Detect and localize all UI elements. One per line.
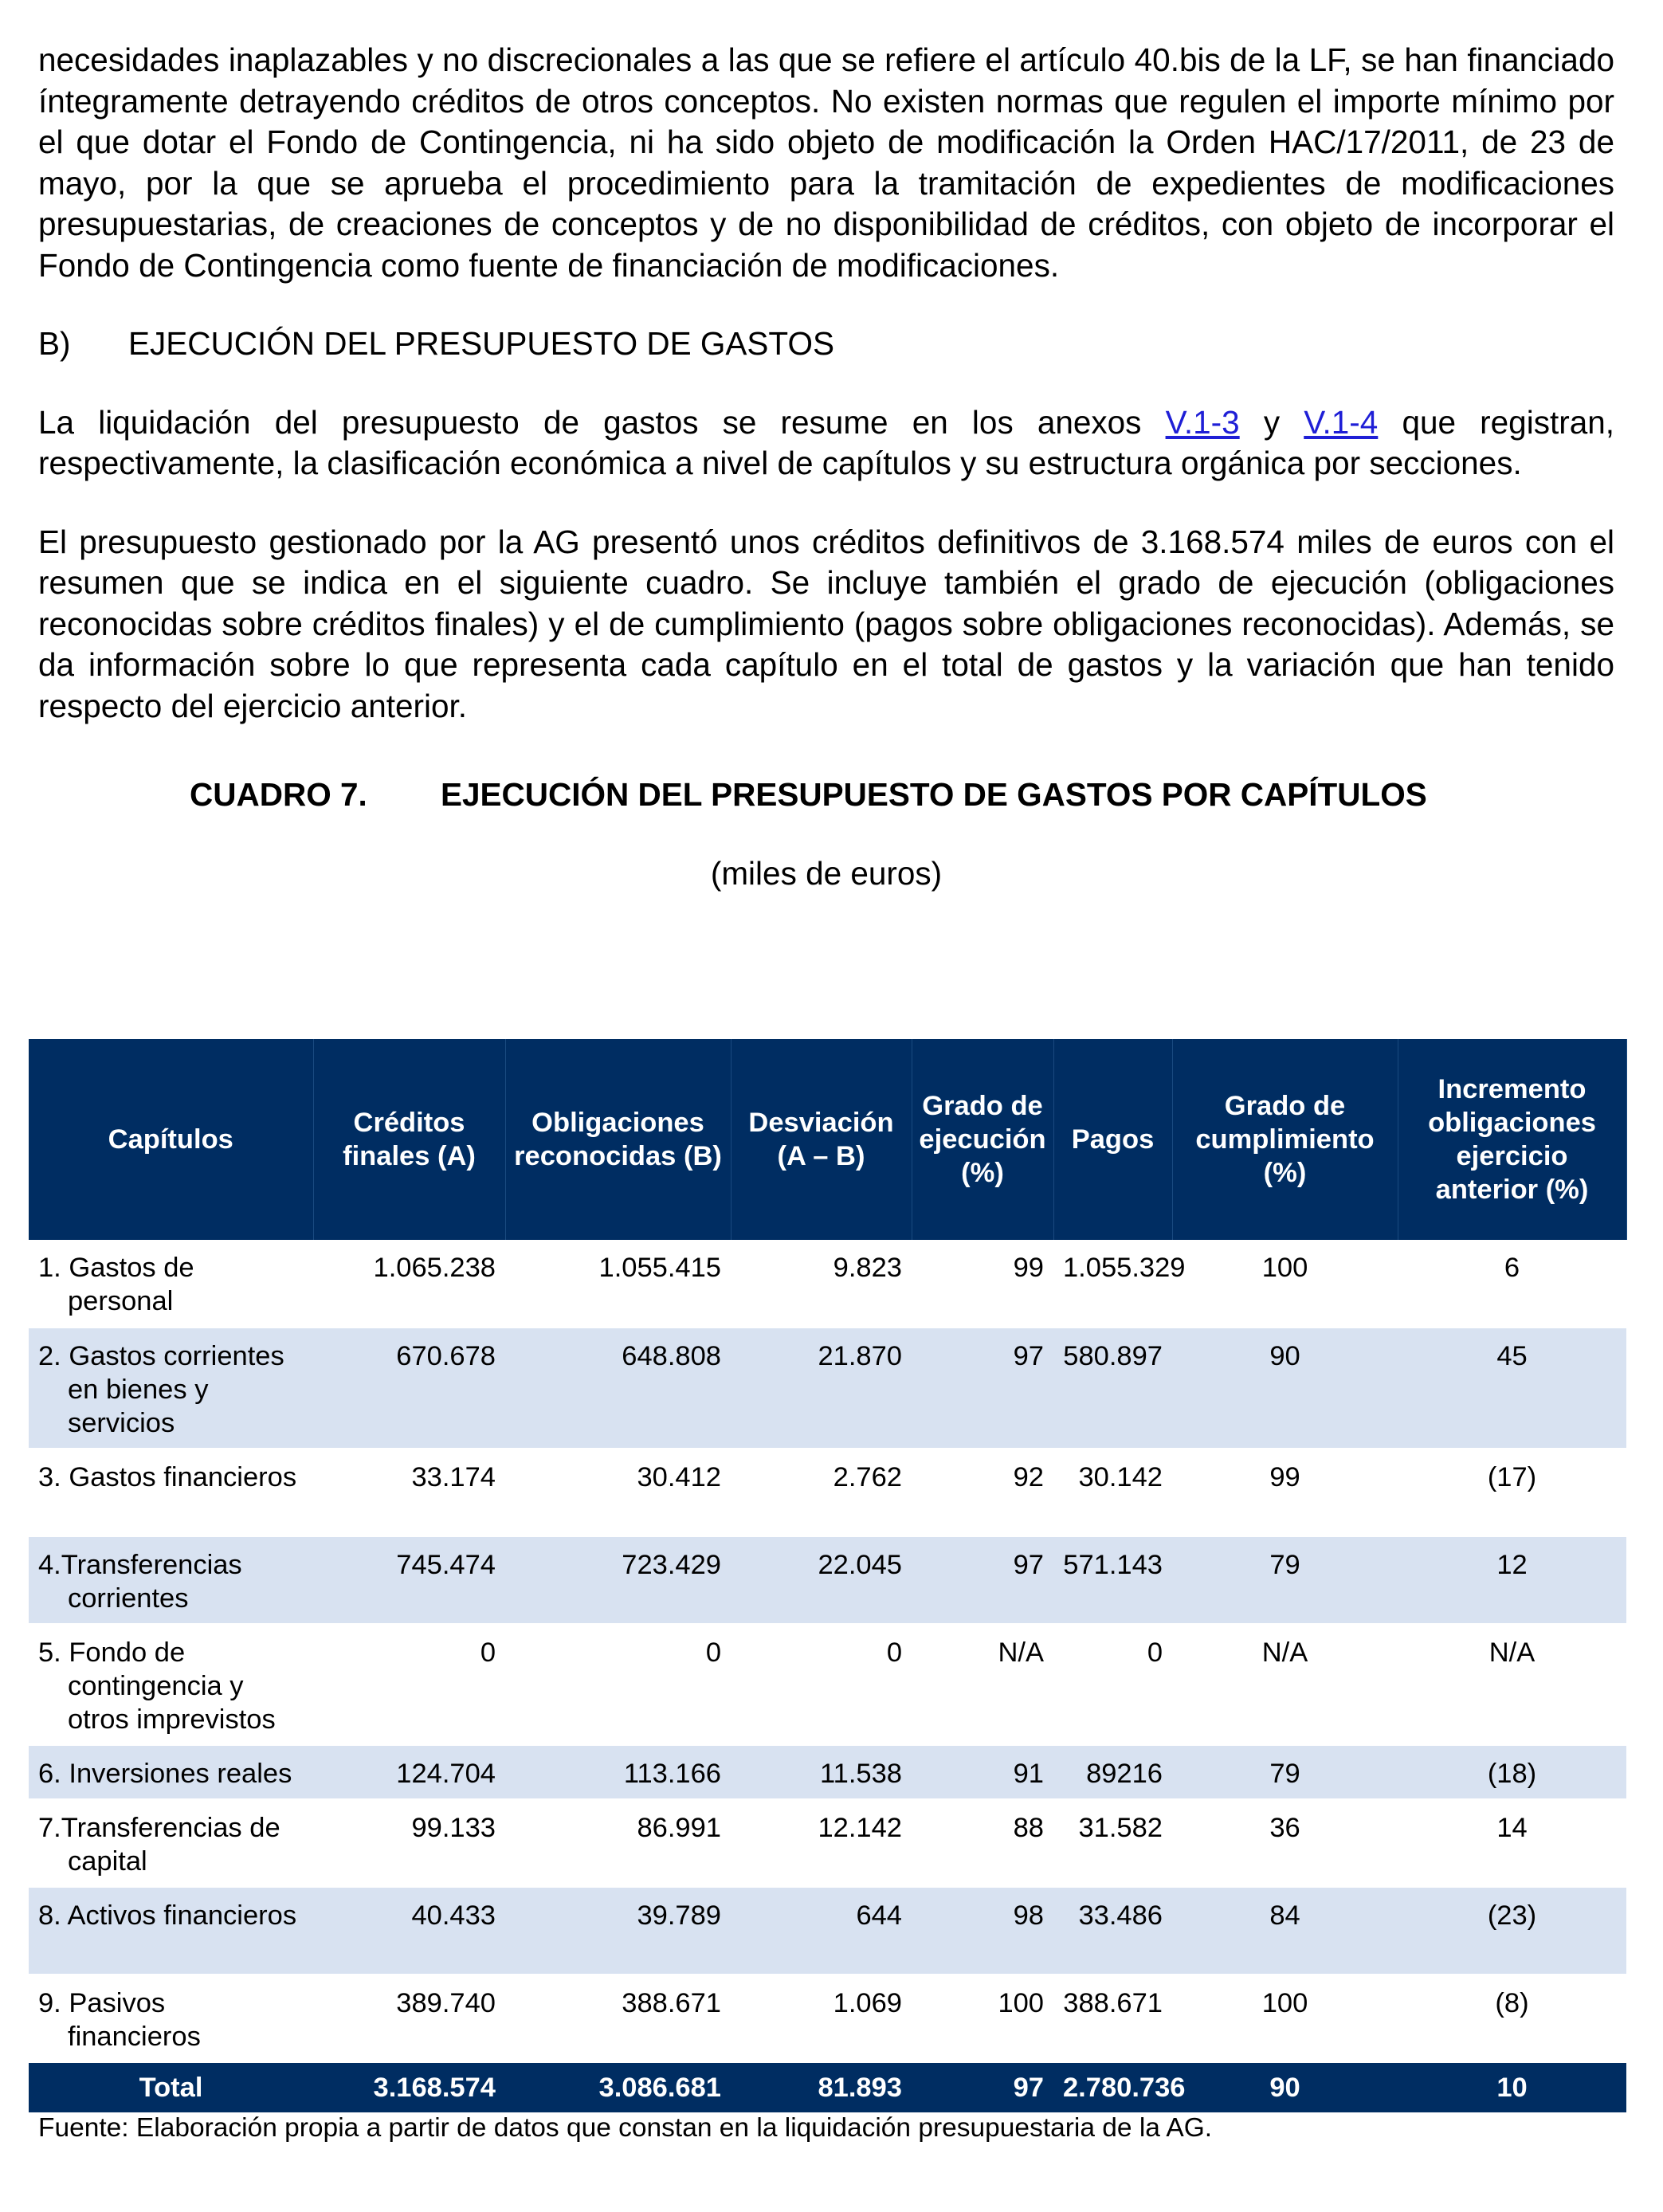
section-letter: B) [38,325,71,362]
cell-capitulo [29,1975,313,2062]
cell-obligaciones: 723.429 [505,1536,731,1624]
cell-creditos: 1.065.238 [313,1240,505,1328]
cell-creditos: 40.433 [313,1887,505,1975]
capitulo-label: 4.Transferencias corrientes [38,1550,242,1614]
cell-capitulo [29,1328,313,1449]
total-ejecucion: 97 [912,2062,1053,2112]
paragraph-liquidacion [38,402,1614,484]
cell-pagos: 33.486 [1053,1887,1172,1975]
annex-link-v14[interactable]: V.1-4 [1304,403,1379,441]
cell-capitulo [29,1536,313,1624]
cell-capitulo [29,1799,313,1887]
cell-desviacion: 22.045 [731,1536,912,1624]
table-row [29,1745,1626,1799]
total-cumplimiento: 90 [1172,2062,1398,2112]
table-header-row [29,1039,1626,1240]
header-obligaciones: Obligaciones reconocidas (B) [505,1039,731,1240]
cell-cumplimiento: 99 [1172,1449,1398,1536]
cell-pagos: 0 [1053,1624,1172,1745]
cell-capitulo [29,1624,313,1745]
cell-desviacion: 9.823 [731,1240,912,1328]
caption-title: EJECUCIÓN DEL PRESUPUESTO DE GASTOS POR CAPÍTULOS [441,776,1427,813]
cell-cumplimiento: 36 [1172,1799,1398,1887]
cell-desviacion: 12.142 [731,1799,912,1887]
table-row [29,1449,1626,1536]
table-row [29,1975,1626,2062]
document-page [38,40,1614,894]
header-incremento: Incremento obligaciones ejercicio anterior (%) [1398,1039,1626,1240]
total-incremento: 10 [1398,2062,1626,2112]
cell-cumplimiento: N/A [1172,1624,1398,1745]
header-capitulos: Capítulos [29,1039,313,1240]
cell-ejecucion: 100 [912,1975,1053,2062]
capitulo-label: 5. Fondo de contingencia y otros imprevistos [38,1637,276,1735]
table-row [29,1240,1626,1328]
cell-desviacion: 2.762 [731,1449,912,1536]
table-row [29,1328,1626,1449]
cell-ejecucion: 88 [912,1799,1053,1887]
total-obligaciones: 3.086.681 [505,2062,731,2112]
cell-creditos: 0 [313,1624,505,1745]
table-total-row [29,2062,1626,2112]
cell-creditos: 99.133 [313,1799,505,1887]
annex-link-v13[interactable]: V.1-3 [1165,403,1240,441]
cell-ejecucion: N/A [912,1624,1053,1745]
cell-obligaciones: 113.166 [505,1745,731,1799]
cell-capitulo [29,1240,313,1328]
header-desviacion: Desviación (A – B) [731,1039,912,1240]
total-label: Total [29,2062,313,2112]
cell-capitulo [29,1887,313,1975]
capitulo-label: 6. Inversiones reales [38,1759,292,1789]
cell-obligaciones: 30.412 [505,1449,731,1536]
paragraph-text: La liquidación del presupuesto de gastos se resume en los anexos [38,403,1166,441]
cell-creditos: 670.678 [313,1328,505,1449]
header-cumplimiento: Grado de cumplimiento (%) [1172,1039,1398,1240]
cell-ejecucion: 97 [912,1328,1053,1449]
header-creditos: Créditos finales (A) [313,1039,505,1240]
capitulo-label: 1. Gastos de personal [38,1253,194,1316]
header-pagos: Pagos [1053,1039,1172,1240]
cell-incremento: 14 [1398,1799,1626,1887]
cell-pagos: 580.897 [1053,1328,1172,1449]
table-row [29,1536,1626,1624]
cell-creditos: 389.740 [313,1975,505,2062]
table-row [29,1799,1626,1887]
cell-cumplimiento: 79 [1172,1536,1398,1624]
cell-ejecucion: 91 [912,1745,1053,1799]
section-title: EJECUCIÓN DEL PRESUPUESTO DE GASTOS [128,325,834,362]
cell-pagos: 571.143 [1053,1536,1172,1624]
total-pagos: 2.780.736 [1053,2062,1172,2112]
total-creditos: 3.168.574 [313,2062,505,2112]
cell-incremento: (17) [1398,1449,1626,1536]
cell-desviacion: 21.870 [731,1328,912,1449]
cell-ejecucion: 98 [912,1887,1053,1975]
cell-creditos: 33.174 [313,1449,505,1536]
cell-incremento: 6 [1398,1240,1626,1328]
total-desviacion: 81.893 [731,2062,912,2112]
table-source: Fuente: Elaboración propia a partir de datos que constan en la liquidación presupuestaria de la AG. [38,2113,1213,2143]
cell-desviacion: 11.538 [731,1745,912,1799]
cell-desviacion: 1.069 [731,1975,912,2062]
cell-incremento: (18) [1398,1745,1626,1799]
table-row [29,1624,1626,1745]
cell-pagos: 1.055.329 [1053,1240,1172,1328]
cell-desviacion: 644 [731,1887,912,1975]
cell-obligaciones: 648.808 [505,1328,731,1449]
cell-pagos: 388.671 [1053,1975,1172,2062]
capitulo-label: 7.Transferencias de capital [38,1813,280,1877]
capitulo-label: 3. Gastos financieros [38,1462,297,1492]
paragraph-presupuesto: El presupuesto gestionado por la AG presentó unos créditos definitivos de 3.168.574 miles de euros con el resumen que se indica en el siguiente cuadro. Se incluye también el grado de ejecución (obligaciones reconocidas sobre créditos finales) y el de cumplimiento (pagos sobre obligaciones reconocidas). Además, se da información sobre lo que representa cada capítulo en el total de gastos y la variación que han tenido respecto del ejercicio anterior. [38,523,1614,724]
cell-pagos: 30.142 [1053,1449,1172,1536]
table-caption [38,775,1614,816]
cell-incremento: (23) [1398,1887,1626,1975]
section-heading [38,324,1614,365]
cell-ejecucion: 99 [912,1240,1053,1328]
budget-table [29,1039,1627,2112]
cell-desviacion: 0 [731,1624,912,1745]
header-ejecucion: Grado de ejecución (%) [912,1039,1053,1240]
table-units: (miles de euros) [710,854,943,892]
cell-capitulo [29,1449,313,1536]
paragraph-text: que registran, respectivamente, la clasificación económica a nivel de capítulos y su estructura orgánica por secciones. [38,403,1614,481]
cell-pagos: 31.582 [1053,1799,1172,1887]
cell-pagos: 89216 [1053,1745,1172,1799]
cell-obligaciones: 86.991 [505,1799,731,1887]
cell-cumplimiento: 79 [1172,1745,1398,1799]
cell-obligaciones: 39.789 [505,1887,731,1975]
cell-incremento: (8) [1398,1975,1626,2062]
cell-incremento: 12 [1398,1536,1626,1624]
table-row [29,1887,1626,1975]
cell-cumplimiento: 100 [1172,1240,1398,1328]
cell-ejecucion: 92 [912,1449,1053,1536]
cell-obligaciones: 1.055.415 [505,1240,731,1328]
cell-creditos: 124.704 [313,1745,505,1799]
paragraph-fondo-contingencia: necesidades inaplazables y no discrecionales a las que se refiere el artículo 40.bis de la LF, se han financiado íntegramente detrayendo créditos de otros conceptos. No existen normas que regulen el importe mínimo por el que dotar el Fondo de Contingencia, ni ha sido objeto de modificación la Orden HAC/17/2011, de 23 de mayo, por la que se aprueba el procedimiento para la tramitación de expedientes de modificaciones presupuestarias, de creaciones de conceptos y de no disponibilidad de créditos, con objeto de incorporar el Fondo de Contingencia como fuente de financiación de modificaciones. [38,41,1614,284]
cell-obligaciones: 0 [505,1624,731,1745]
cell-cumplimiento: 100 [1172,1975,1398,2062]
paragraph-text: y [1239,403,1304,441]
cell-capitulo [29,1745,313,1799]
cell-obligaciones: 388.671 [505,1975,731,2062]
cell-creditos: 745.474 [313,1536,505,1624]
cell-incremento: N/A [1398,1624,1626,1745]
capitulo-label: 8. Activos financieros [38,1900,297,1931]
caption-number: CUADRO 7. [190,776,367,813]
capitulo-label: 2. Gastos corrientes en bienes y servicios [38,1341,284,1438]
cell-incremento: 45 [1398,1328,1626,1449]
capitulo-label: 9. Pasivos financieros [38,1988,201,2052]
cell-ejecucion: 97 [912,1536,1053,1624]
cell-cumplimiento: 84 [1172,1887,1398,1975]
cell-cumplimiento: 90 [1172,1328,1398,1449]
